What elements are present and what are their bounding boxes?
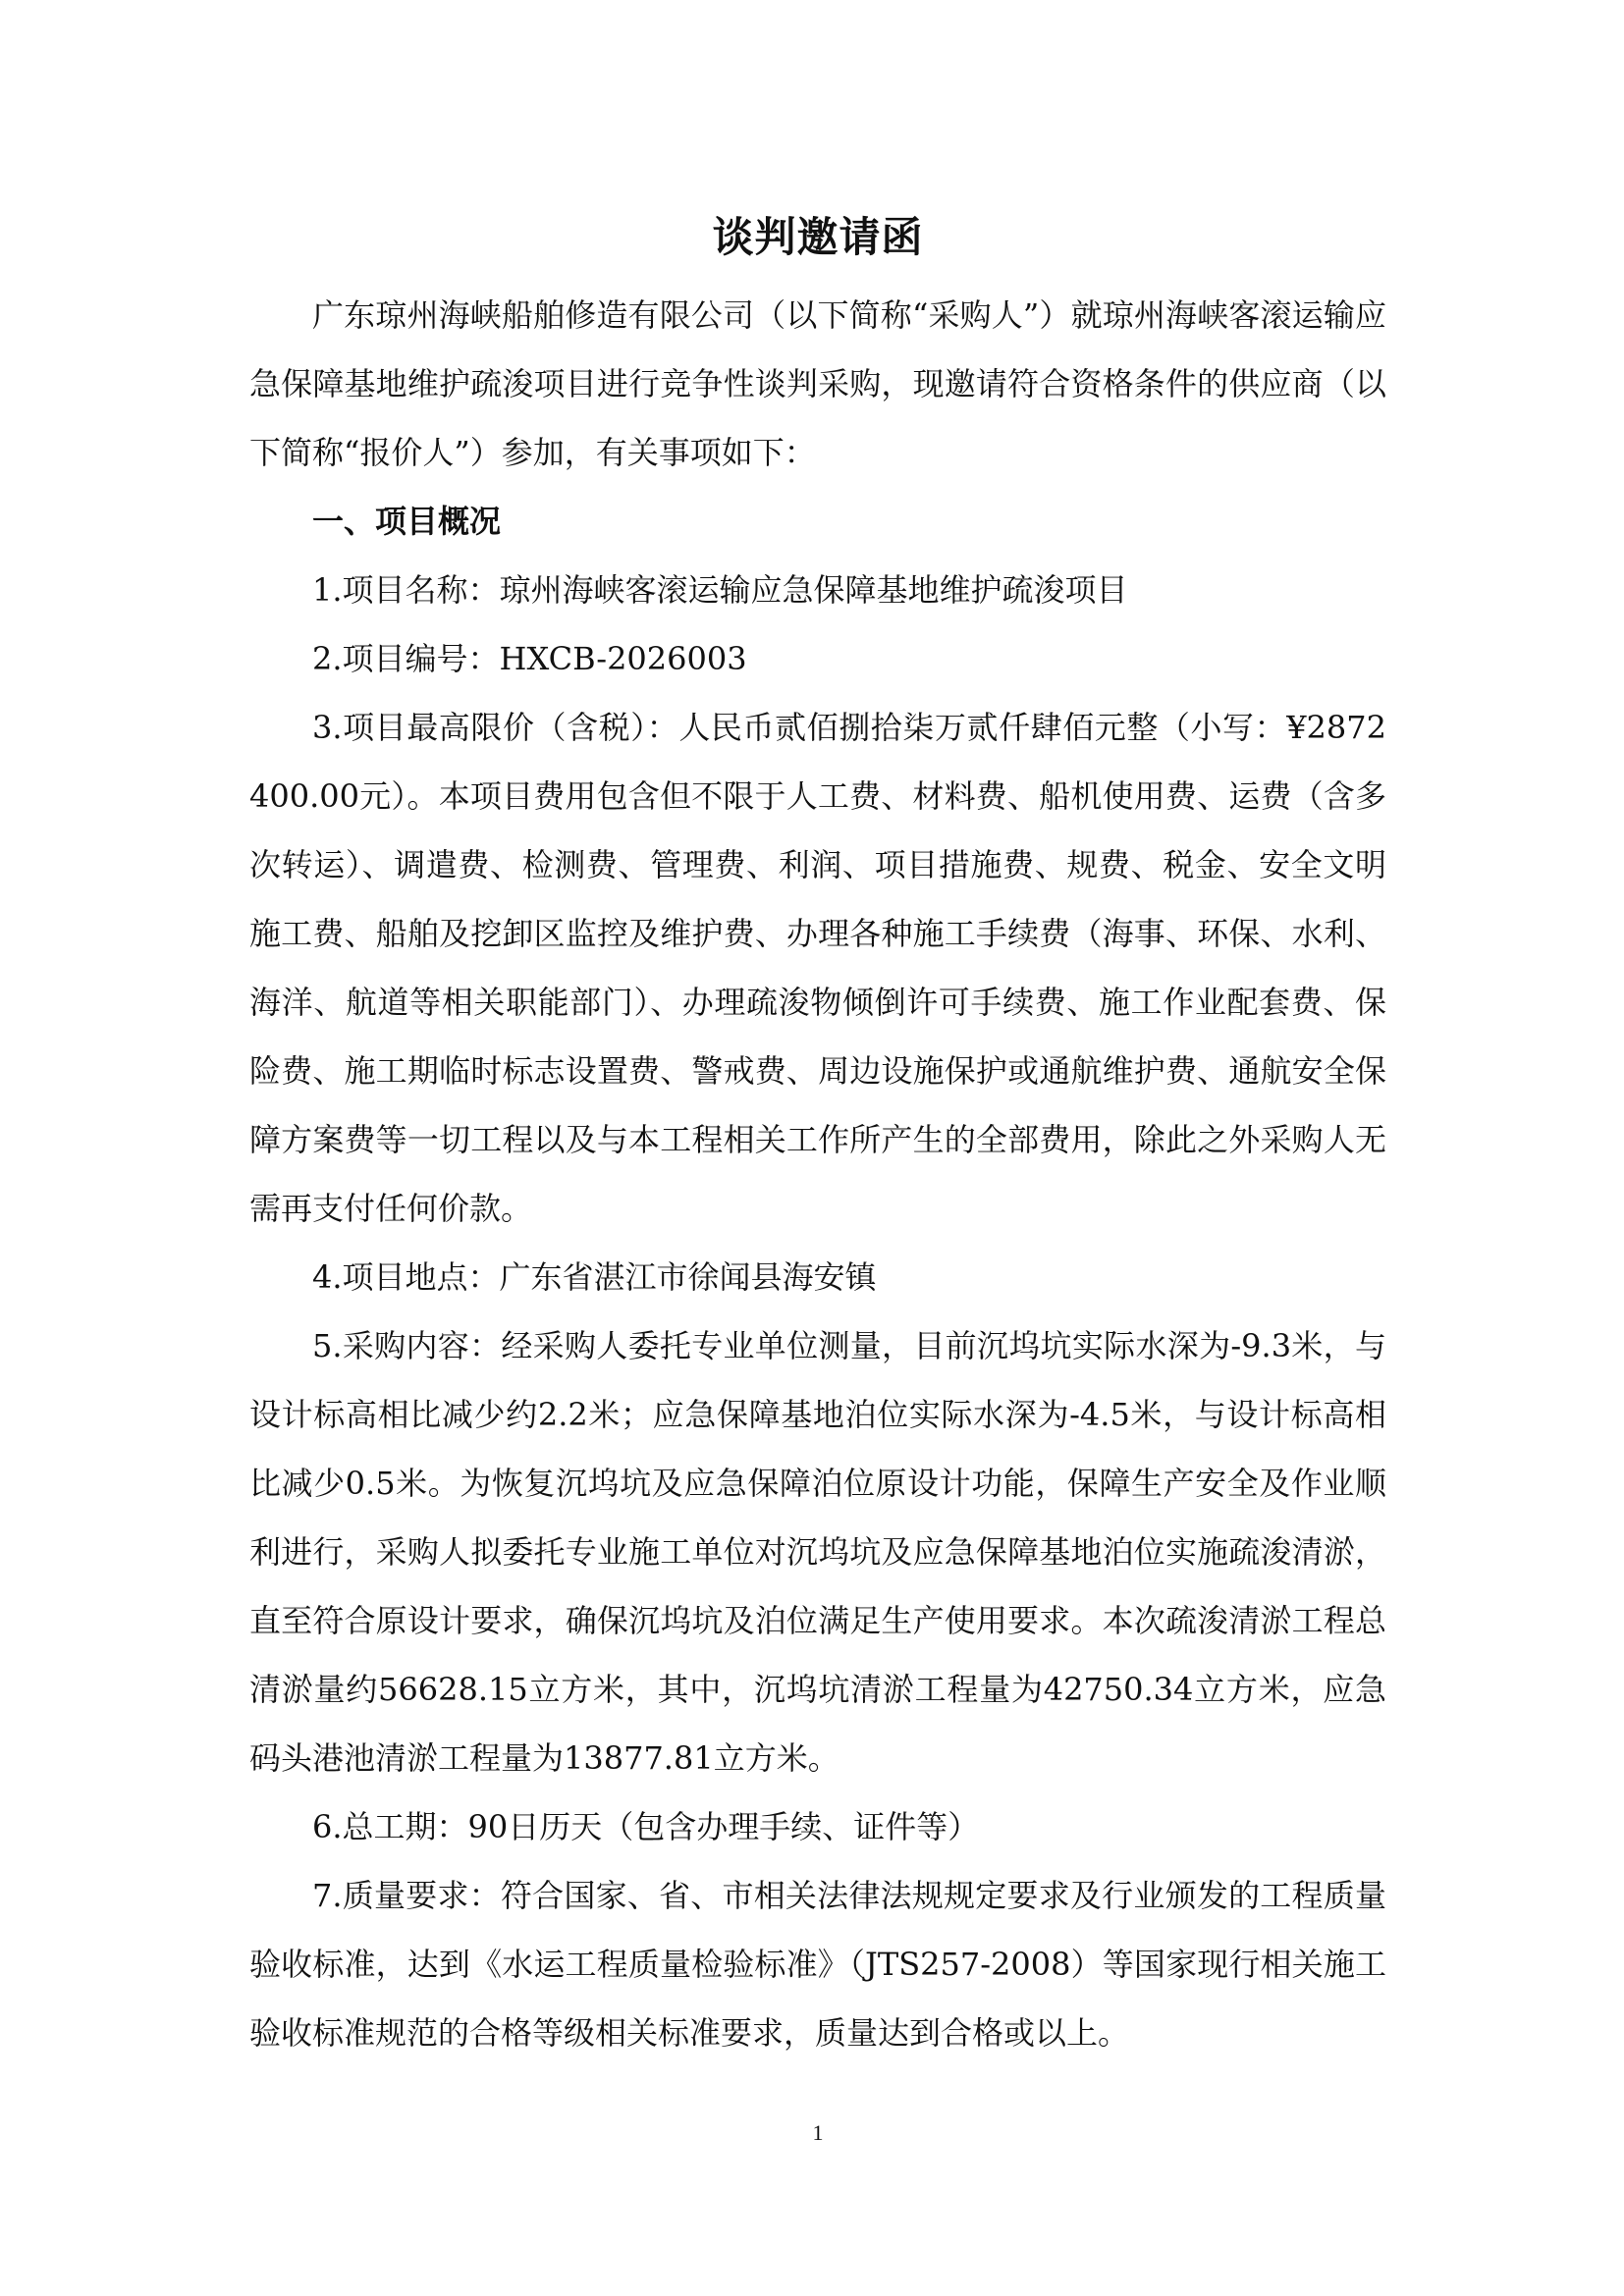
- document-title: 谈判邀请函: [712, 213, 924, 261]
- page-number: 1: [812, 2120, 824, 2145]
- section-heading-project-overview: 一、项目概况: [312, 503, 502, 540]
- document-page: [249, 0, 1386, 2296]
- intro-paragraph: 广东琼州海峡船舶修造有限公司（以下简称“采购人”）就琼州海峡客滚运输应急保障基地维护疏浚项目进行竞争性谈判采购，现邀请符合资格条件的供应商（以下简称“报价人”）参加，有关事项如下：: [249, 296, 1386, 471]
- item-project-number: 2.项目编号：HXCB-2026003: [312, 640, 747, 677]
- item-procurement-content: 5.采购内容：经采购人委托专业单位测量，目前沉坞坑实际水深为-9.3米，与设计标高相比减少约2.2米；应急保障基地泊位实际水深为-4.5米，与设计标高相比减少0.5米。为恢复沉坞坑及应急保障泊位原设计功能，保障生产安全及作业顺利进行，采购人拟委托专业施工单位对沉坞坑及应急保障基地泊位实施疏浚清淤，直至符合原设计要求，确保沉坞坑及泊位满足生产使用要求。本次疏浚清淤工程总清淤量约56628.15立方米，其中，沉坞坑清淤工程量为42750.34立方米，应急码头港池清淤工程量为13877.81立方米。: [249, 1327, 1386, 1777]
- item-total-duration: 6.总工期：90日历天（包含办理手续、证件等）: [312, 1808, 980, 1845]
- item-quality-requirement: 7.质量要求：符合国家、省、市相关法律法规规定要求及行业颁发的工程质量验收标准，达到《水运工程质量检验标准》（JTS257-2008）等国家现行相关施工验收标准规范的合格等级相关标准要求，质量达到合格或以上。: [249, 1877, 1386, 2052]
- item-project-name: 1.项目名称：琼州海峡客滚运输应急保障基地维护疏浚项目: [312, 571, 1128, 609]
- item-project-location: 4.项目地点：广东省湛江市徐闻县海安镇: [312, 1258, 877, 1296]
- item-price-limit: 3.项目最高限价（含税）：人民币贰佰捌拾柒万贰仟肆佰元整（小写：¥2872400.00元）。本项目费用包含但不限于人工费、材料费、船机使用费、运费（含多次转运）、调遣费、检测费、管理费、利润、项目措施费、规费、税金、安全文明施工费、船舶及挖卸区监控及维护费、办理各种施工手续费（海事、环保、水利、海洋、航道等相关职能部门）、办理疏浚物倾倒许可手续费、施工作业配套费、保险费、施工期临时标志设置费、警戒费、周边设施保护或通航维护费、通航安全保障方案费等一切工程以及与本工程相关工作所产生的全部费用，除此之外采购人无需再支付任何价款。: [249, 709, 1386, 1227]
- document-body: [249, 281, 1386, 2067]
